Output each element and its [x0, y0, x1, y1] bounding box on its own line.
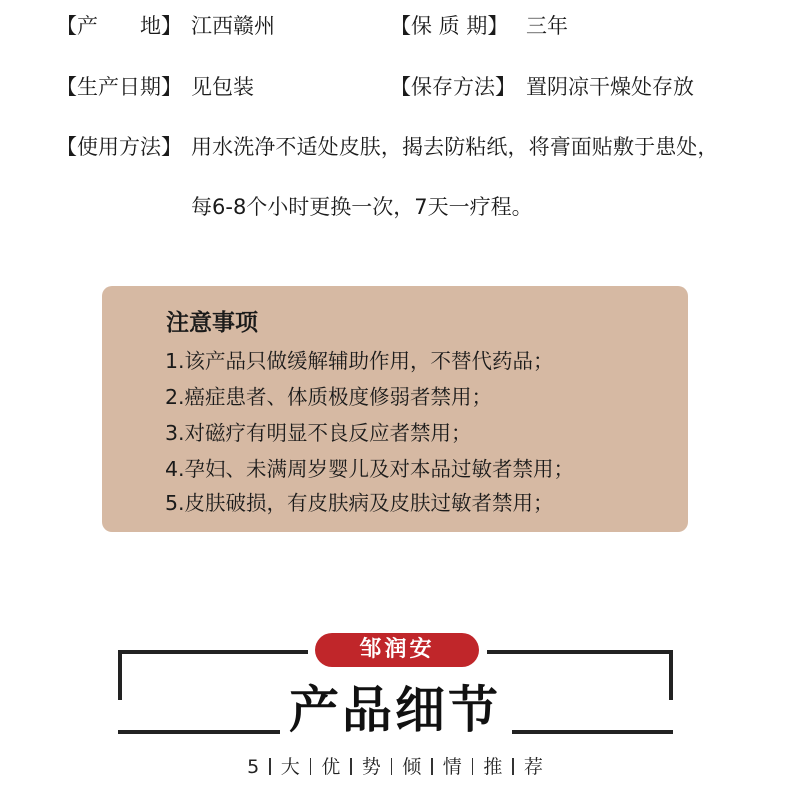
- notice-item-5: 5.皮肤破损，有皮肤病及皮肤过敏者禁用；: [165, 491, 554, 515]
- shelf-life-value: 三年: [526, 14, 568, 38]
- divider: [391, 758, 393, 775]
- divider: [310, 758, 312, 775]
- storage-label: 【保存方法】: [390, 75, 516, 99]
- usage-line-1: 用水洗净不适处皮肤，揭去防粘纸，将膏面贴敷于患处，: [191, 135, 719, 159]
- production-date-label: 【生产日期】: [56, 75, 182, 99]
- notice-item-3: 3.对磁疗有明显不良反应者禁用；: [165, 421, 472, 445]
- divider: [350, 758, 352, 775]
- notice-item-2: 2.癌症患者、体质极度修弱者禁用；: [165, 385, 493, 409]
- divider: [431, 758, 433, 775]
- advantage-char: 荐: [523, 756, 543, 778]
- usage-label: 【使用方法】: [56, 135, 182, 159]
- divider: [269, 758, 271, 775]
- frame-top-right-line: [487, 650, 673, 654]
- advantage-char: 大: [280, 756, 300, 778]
- notice-item-4: 4.孕妇、未满周岁婴儿及对本品过敏者禁用；: [165, 457, 575, 481]
- notice-title: 注意事项: [166, 310, 258, 336]
- production-date-value: 见包装: [191, 75, 254, 99]
- frame-top-left-line: [118, 650, 308, 654]
- usage-line-2: 每6-8个小时更换一次，7天一疗程。: [191, 195, 533, 219]
- brand-badge: 邹润安: [315, 633, 479, 667]
- advantages-line: [0, 755, 790, 779]
- storage-value: 置阴凉干燥处存放: [526, 75, 694, 99]
- advantage-char: 5: [247, 756, 260, 778]
- notice-box: [102, 286, 688, 532]
- divider: [512, 758, 514, 775]
- shelf-life-label: 【保 质 期】: [390, 14, 509, 38]
- advantage-char: 推: [483, 756, 503, 778]
- notice-item-1: 1.该产品只做缓解辅助作用，不替代药品；: [165, 349, 554, 373]
- advantage-char: 倾: [402, 756, 422, 778]
- advantage-char: 势: [361, 756, 381, 778]
- origin-value: 江西赣州: [191, 14, 275, 38]
- advantage-char: 情: [442, 756, 462, 778]
- divider: [472, 758, 474, 775]
- advantage-char: 优: [321, 756, 341, 778]
- origin-label: 【产 地】: [56, 14, 182, 38]
- section-title: 产品细节: [289, 681, 501, 739]
